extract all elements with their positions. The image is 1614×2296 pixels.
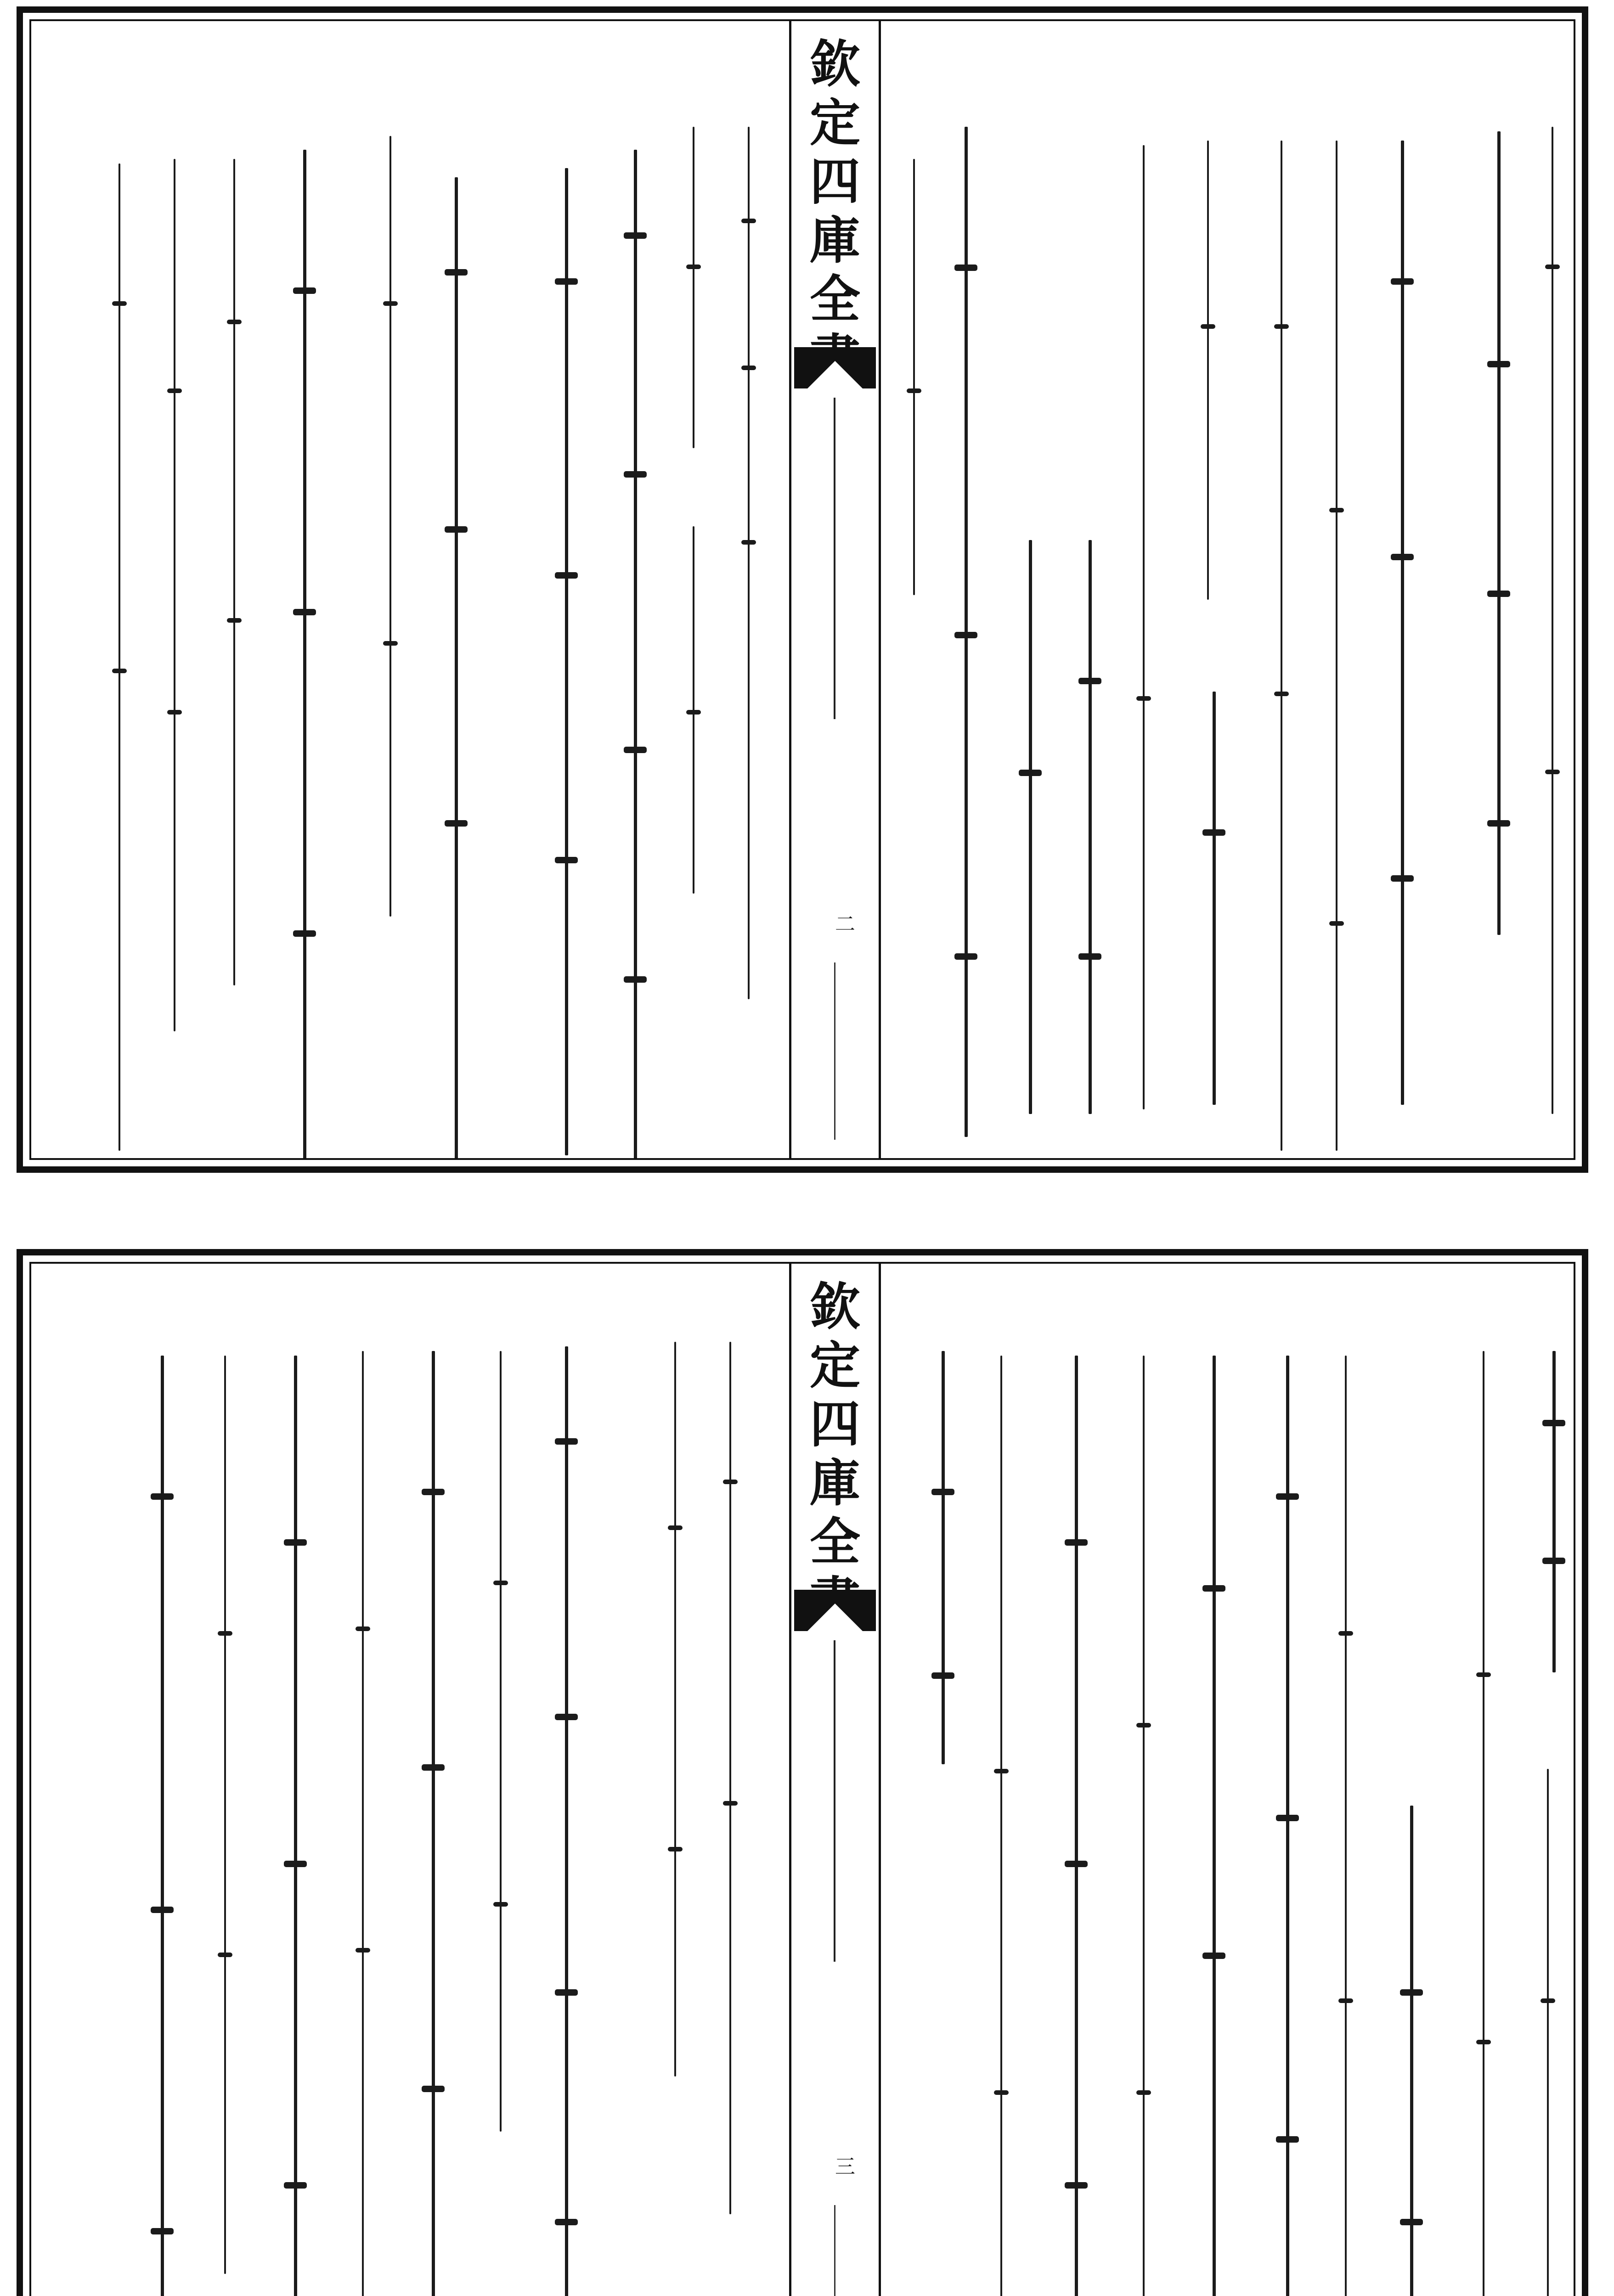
manchu-text-column [1271, 1356, 1304, 2296]
bottom-center-fold [789, 1264, 881, 2296]
top-left-page-text [31, 21, 789, 1158]
bottom-leaf-frame [29, 1262, 1575, 2296]
center-manchu-column [824, 398, 847, 719]
manchu-text-column [1538, 1769, 1558, 2296]
manchu-text-column [1074, 540, 1106, 1114]
manchu-text-column [683, 526, 704, 894]
folio-number: 三 [835, 2155, 855, 2178]
fish-tail-mark [794, 1590, 876, 1631]
manchu-text-column [1386, 141, 1418, 1105]
top-leaf-frame [29, 19, 1575, 1160]
manchu-text-column [215, 1356, 235, 2274]
banner-char: 四 [810, 1395, 860, 1454]
bottom-banner-title [791, 1277, 879, 1630]
manchu-text-column [279, 1356, 311, 2296]
banner-char: 全 [810, 270, 860, 329]
manchu-text-column [1134, 1356, 1154, 2296]
manchu-text-column [550, 1346, 582, 2296]
top-center-fold [789, 21, 881, 1158]
manchu-text-column [1538, 1351, 1570, 1672]
manchu-text-column [927, 1351, 959, 1764]
banner-char: 全 [810, 1512, 860, 1571]
manchu-text-column [619, 150, 651, 1158]
manchu-text-column [665, 1342, 685, 2077]
banner-char: 欽 [810, 34, 860, 94]
manchu-text-column [288, 150, 321, 1158]
banner-char: 庫 [810, 1453, 860, 1513]
manchu-text-column [491, 1351, 511, 2132]
manchu-text-column [146, 1356, 178, 2296]
banner-char: 定 [810, 1336, 860, 1395]
manchu-text-column [950, 127, 982, 1137]
manchu-text-column [1198, 692, 1230, 1105]
manchu-text-column [1483, 131, 1515, 935]
center-manchu-column [824, 1640, 847, 1962]
manchu-text-column [550, 168, 582, 1155]
manchu-text-column [1473, 1351, 1494, 2296]
manchu-text-column [720, 1342, 740, 2214]
top-right-page-text [876, 21, 1574, 1158]
manchu-text-column [904, 159, 924, 595]
manchu-text-column [417, 1351, 449, 2296]
manchu-text-column [440, 177, 472, 1158]
banner-char: 庫 [810, 211, 860, 270]
manchu-text-column [1542, 127, 1563, 1114]
manchu-text-column [1395, 1806, 1428, 2296]
manchu-text-column [1014, 540, 1046, 1114]
manchu-text-column [1336, 1356, 1356, 2296]
manchu-text-column [353, 1351, 373, 2296]
banner-char: 欽 [810, 1277, 860, 1336]
manchu-text-column [1198, 141, 1218, 600]
bottom-left-page-text [31, 1264, 789, 2296]
bottom-right-page-text [876, 1264, 1574, 2296]
top-banner-title [791, 35, 879, 388]
center-rule [834, 962, 835, 1140]
manchu-text-column [109, 163, 130, 1151]
manchu-text-column [1271, 141, 1292, 1151]
top-leaf [17, 6, 1588, 1173]
manchu-text-column [1198, 1356, 1230, 2296]
bottom-leaf [17, 1249, 1588, 2296]
manchu-text-column [224, 159, 244, 985]
manchu-text-column [683, 127, 704, 448]
manchu-text-column [380, 136, 401, 917]
center-rule [834, 2205, 835, 2296]
folio-number: 二 [835, 912, 855, 936]
manchu-text-column [164, 159, 185, 1031]
fish-tail-mark [794, 347, 876, 388]
banner-char: 四 [810, 152, 860, 211]
manchu-text-column [1326, 141, 1347, 1151]
manchu-text-column [739, 127, 759, 999]
manchu-text-column [1060, 1356, 1092, 2296]
banner-char: 定 [810, 93, 860, 152]
manchu-text-column [1134, 145, 1154, 1109]
manchu-text-column [991, 1356, 1011, 2296]
